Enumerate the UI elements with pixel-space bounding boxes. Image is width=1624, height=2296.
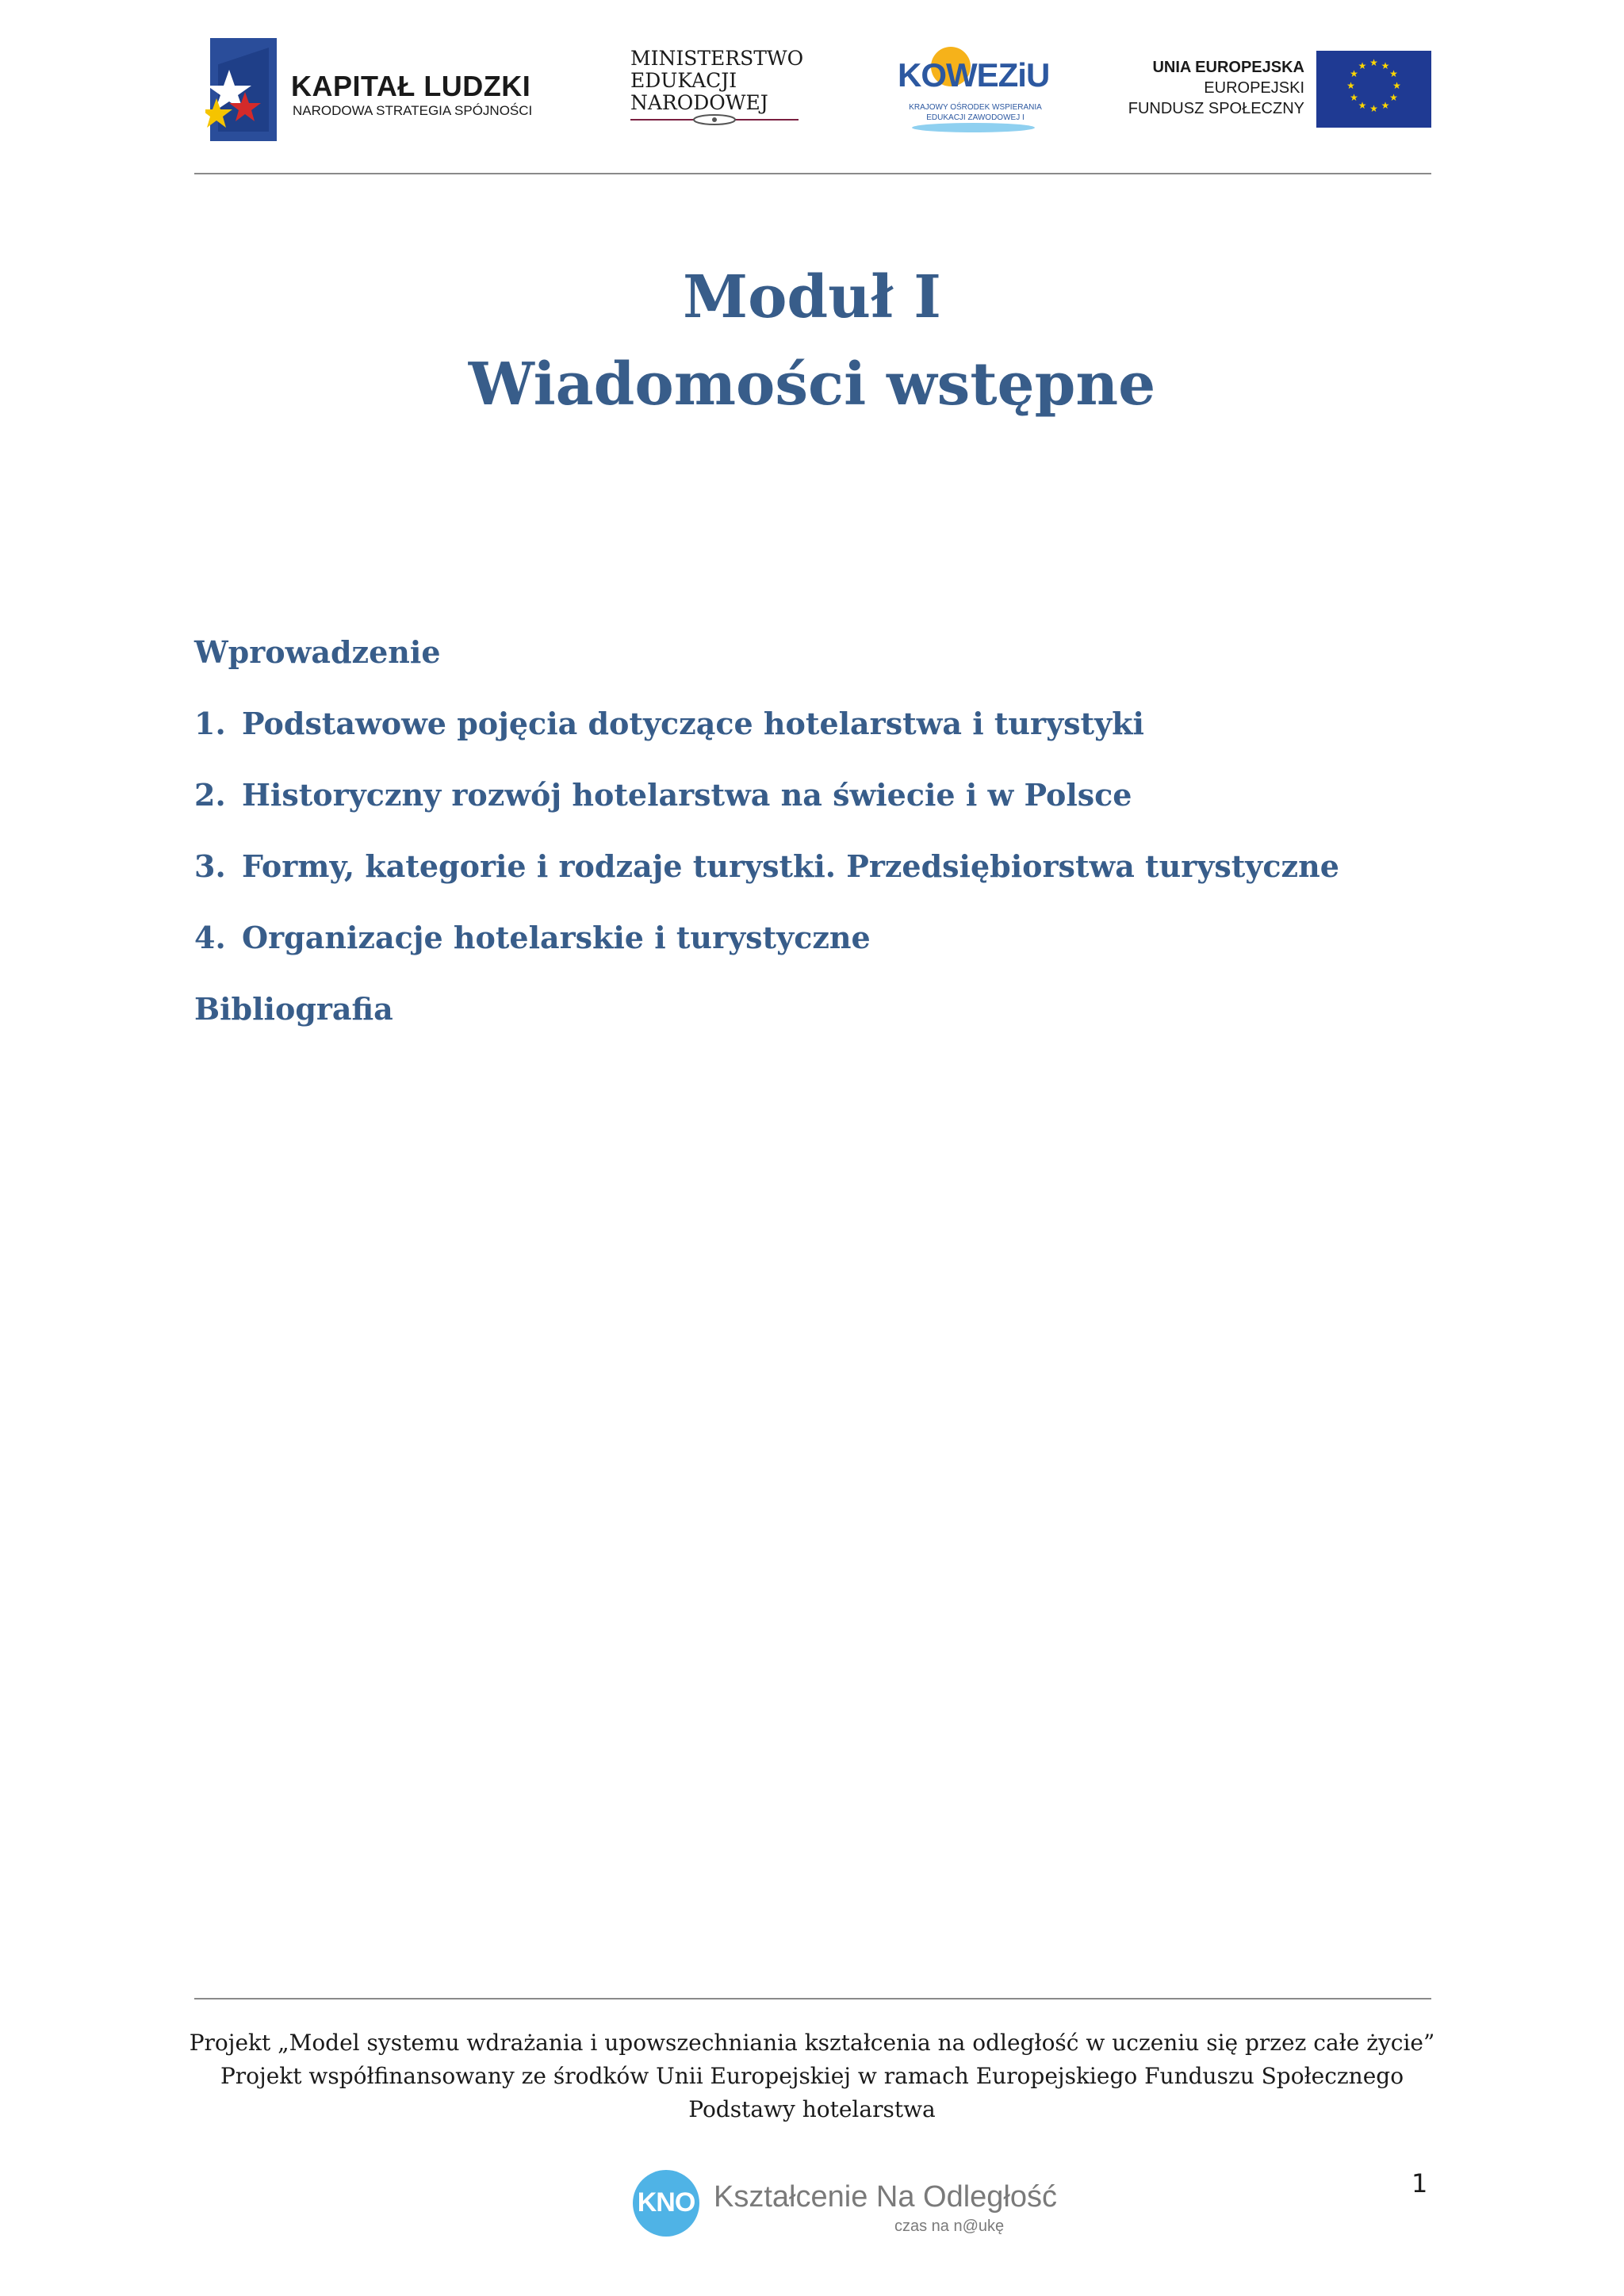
eu-stars-icon bbox=[1316, 51, 1431, 128]
footer-project-line: Projekt „Model systemu wdrażania i upowszechniania kształcenia na odległość w uczeniu się przez całe życie” bbox=[189, 2030, 1435, 2056]
toc-item-2[interactable] bbox=[194, 777, 1463, 848]
footer-divider bbox=[194, 1998, 1431, 1999]
toc-intro-label: Wprowadzenie bbox=[194, 634, 441, 670]
ministerstwo-line-1: MINISTERSTWO bbox=[630, 47, 804, 70]
footer-funding-line: Projekt współfinansowany ze środków Unii Europejskiej w ramach Europejskiego Funduszu Społecznego bbox=[220, 2063, 1404, 2089]
toc-item-label: Formy, kategorie i rodzaje turystki. Przedsiębiorstwa turystyczne bbox=[242, 848, 1339, 884]
toc-item-label: Podstawowe pojęcia dotyczące hotelarstwa i turystyki bbox=[242, 706, 1144, 741]
toc-item-3[interactable] bbox=[194, 848, 1463, 920]
svg-text:★: ★ bbox=[1381, 60, 1390, 71]
svg-text:★: ★ bbox=[1369, 57, 1378, 68]
svg-text:★: ★ bbox=[1350, 92, 1358, 103]
kno-logo-letters: KNO bbox=[637, 2187, 695, 2218]
svg-text:★: ★ bbox=[1392, 80, 1401, 91]
table-of-contents bbox=[194, 634, 1463, 1062]
toc-bibliography-label: Bibliografia bbox=[194, 991, 393, 1027]
svg-text:★: ★ bbox=[1358, 100, 1367, 111]
eu-line-3: FUNDUSZ SPOŁECZNY bbox=[1128, 100, 1304, 117]
toc-item-number: 2. bbox=[194, 777, 226, 813]
koweziu-subtitle: KRAJOWY OŚRODEK WSPIERANIA EDUKACJI ZAWODOWEJ I bbox=[909, 103, 1042, 122]
module-subtitle: Wiadomości wstępne bbox=[468, 350, 1156, 419]
toc-bibliography[interactable] bbox=[194, 991, 1463, 1062]
kno-logo-name: Kształcenie Na Odległość bbox=[714, 2180, 1057, 2214]
kno-logo-tagline: czas na n@ukę bbox=[894, 2218, 1005, 2235]
eu-line-2: EUROPEJSKI bbox=[1204, 79, 1304, 97]
svg-text:★: ★ bbox=[1381, 100, 1390, 111]
svg-text:★: ★ bbox=[1389, 92, 1398, 103]
toc-item-number: 3. bbox=[194, 848, 226, 884]
eu-line-1: UNIA EUROPEJSKA bbox=[1152, 59, 1304, 76]
toc-intro[interactable] bbox=[194, 634, 1463, 706]
svg-text:★: ★ bbox=[1369, 103, 1378, 114]
ministerstwo-emblem-icon bbox=[692, 113, 737, 126]
koweziu-wordmark: KOWEZiU bbox=[898, 56, 1050, 94]
toc-item-label: Historyczny rozwój hotelarstwa na świecie i w Polsce bbox=[242, 777, 1132, 813]
svg-text:★: ★ bbox=[1350, 68, 1358, 79]
header-divider bbox=[194, 173, 1431, 174]
ministerstwo-logo bbox=[630, 47, 804, 131]
eu-logo bbox=[1128, 49, 1431, 128]
kapital-ludzki-flag-icon bbox=[210, 38, 277, 141]
toc-item-number: 1. bbox=[194, 706, 226, 741]
ministerstwo-line-3: NARODOWEJ bbox=[630, 91, 768, 114]
kapital-ludzki-subtitle: NARODOWA STRATEGIA SPÓJNOŚCI bbox=[293, 103, 533, 118]
module-title: Moduł I bbox=[683, 263, 941, 331]
star-cluster-icon bbox=[205, 70, 261, 133]
page-number: 1 bbox=[1411, 2168, 1428, 2198]
kapital-ludzki-title: KAPITAŁ LUDZKI bbox=[291, 70, 531, 102]
eu-flag-icon bbox=[1316, 51, 1431, 128]
toc-item-1[interactable] bbox=[194, 706, 1463, 777]
wave-icon bbox=[912, 123, 1035, 132]
svg-text:★: ★ bbox=[1389, 68, 1398, 79]
kapital-ludzki-logo bbox=[194, 36, 535, 147]
svg-text:★: ★ bbox=[1358, 60, 1367, 71]
toc-item-4[interactable] bbox=[194, 920, 1463, 991]
toc-item-label: Organizacje hotelarskie i turystyczne bbox=[242, 920, 871, 955]
ministerstwo-line-2: EDUKACJI bbox=[630, 69, 737, 92]
koweziu-logo bbox=[896, 44, 1055, 135]
toc-item-number: 4. bbox=[194, 920, 226, 955]
svg-text:★: ★ bbox=[1346, 80, 1355, 91]
footer-course-name: Podstawy hotelarstwa bbox=[688, 2096, 936, 2122]
